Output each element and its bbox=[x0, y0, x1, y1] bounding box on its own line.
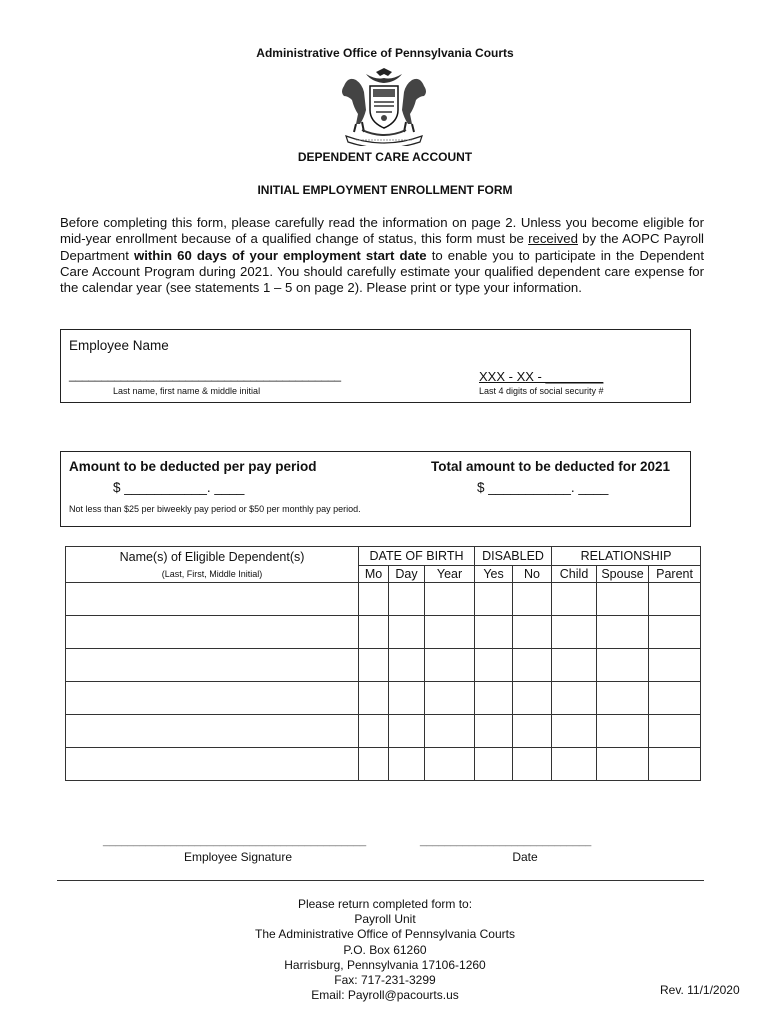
dob-year-cell[interactable] bbox=[425, 748, 475, 781]
dob-year-cell[interactable] bbox=[425, 616, 475, 649]
dob-day-cell[interactable] bbox=[389, 682, 425, 715]
employee-name-label: Employee Name bbox=[69, 338, 169, 353]
disabled-no-cell[interactable] bbox=[513, 682, 552, 715]
child-cell[interactable] bbox=[552, 748, 597, 781]
dob-month-cell[interactable] bbox=[359, 649, 389, 682]
po-box: P.O. Box 61260 bbox=[343, 942, 427, 957]
spouse-cell[interactable] bbox=[597, 616, 649, 649]
dob-month-cell[interactable] bbox=[359, 748, 389, 781]
dependent-name-cell[interactable] bbox=[66, 715, 359, 748]
relationship-spouse-header: Spouse bbox=[597, 566, 649, 583]
child-cell[interactable] bbox=[552, 649, 597, 682]
dob-month-cell[interactable] bbox=[359, 715, 389, 748]
footer-divider bbox=[57, 880, 704, 881]
dob-year-cell[interactable] bbox=[425, 649, 475, 682]
city-state-zip: Harrisburg, Pennsylvania 17106-1260 bbox=[284, 957, 486, 972]
minimum-note: Not less than $25 per biweekly pay period or $50 per monthly pay period. bbox=[69, 504, 361, 514]
dob-day-header: Day bbox=[389, 566, 425, 583]
spouse-cell[interactable] bbox=[597, 649, 649, 682]
org-name: Administrative Office of Pennsylvania Courts bbox=[256, 46, 514, 60]
dependent-row bbox=[66, 616, 701, 649]
parent-cell[interactable] bbox=[649, 649, 701, 682]
dob-day-cell[interactable] bbox=[389, 649, 425, 682]
dob-month-header: Mo bbox=[359, 566, 389, 583]
dependent-name-cell[interactable] bbox=[66, 748, 359, 781]
date-line[interactable]: ____________________________ bbox=[420, 835, 592, 847]
dependent-row bbox=[66, 583, 701, 616]
email-address[interactable]: Email: Payroll@pacourts.us bbox=[311, 988, 459, 1003]
disabled-no-cell[interactable] bbox=[513, 616, 552, 649]
employee-name-box bbox=[60, 329, 691, 403]
parent-cell[interactable] bbox=[649, 583, 701, 616]
dob-year-cell[interactable] bbox=[425, 682, 475, 715]
dependent-row bbox=[66, 748, 701, 781]
disabled-no-cell[interactable] bbox=[513, 649, 552, 682]
disabled-no-header: No bbox=[513, 566, 552, 583]
dependent-row bbox=[66, 715, 701, 748]
disabled-yes-cell[interactable] bbox=[475, 748, 513, 781]
disabled-no-cell[interactable] bbox=[513, 715, 552, 748]
child-cell[interactable] bbox=[552, 682, 597, 715]
parent-cell[interactable] bbox=[649, 616, 701, 649]
dob-header: DATE OF BIRTH bbox=[359, 547, 475, 566]
dob-day-cell[interactable] bbox=[389, 583, 425, 616]
pennsylvania-seal-icon bbox=[326, 66, 442, 146]
deduction-amount-box bbox=[60, 451, 691, 527]
disabled-no-cell[interactable] bbox=[513, 583, 552, 616]
dependent-name-cell[interactable] bbox=[66, 616, 359, 649]
disabled-header: DISABLED bbox=[475, 547, 552, 566]
disabled-yes-header: Yes bbox=[475, 566, 513, 583]
dob-month-cell[interactable] bbox=[359, 616, 389, 649]
office-name: The Administrative Office of Pennsylvania Courts bbox=[255, 927, 515, 942]
per-period-label: Amount to be deducted per pay period bbox=[69, 459, 317, 474]
child-cell[interactable] bbox=[552, 616, 597, 649]
spouse-cell[interactable] bbox=[597, 682, 649, 715]
parent-cell[interactable] bbox=[649, 748, 701, 781]
revision-date: Rev. 11/1/2020 bbox=[660, 983, 740, 997]
dependent-name-cell[interactable] bbox=[66, 682, 359, 715]
employee-name-caption: Last name, first name & middle initial bbox=[113, 386, 261, 396]
disabled-yes-cell[interactable] bbox=[475, 682, 513, 715]
dependent-row bbox=[66, 649, 701, 682]
dob-year-cell[interactable] bbox=[425, 583, 475, 616]
dependent-name-cell[interactable] bbox=[66, 649, 359, 682]
relationship-parent-header: Parent bbox=[649, 566, 701, 583]
form-title: DEPENDENT CARE ACCOUNT bbox=[297, 150, 473, 164]
dependents-table bbox=[65, 546, 701, 781]
per-period-amount-field[interactable]: $ ___________. ____ bbox=[113, 480, 245, 495]
spouse-cell[interactable] bbox=[597, 748, 649, 781]
parent-cell[interactable] bbox=[649, 682, 701, 715]
dob-month-cell[interactable] bbox=[359, 583, 389, 616]
return-instruction: Please return completed form to: bbox=[297, 897, 473, 911]
child-cell[interactable] bbox=[552, 715, 597, 748]
signature-label: Employee Signature bbox=[183, 850, 293, 864]
relationship-child-header: Child bbox=[552, 566, 597, 583]
dependent-name-header: Name(s) of Eligible Dependent(s) (Last, First, Middle Initial) bbox=[66, 547, 359, 583]
ssn-caption: Last 4 digits of social security # bbox=[479, 386, 604, 396]
dob-month-cell[interactable] bbox=[359, 682, 389, 715]
date-label: Date bbox=[512, 850, 538, 864]
dob-day-cell[interactable] bbox=[389, 748, 425, 781]
disabled-yes-cell[interactable] bbox=[475, 616, 513, 649]
disabled-yes-cell[interactable] bbox=[475, 715, 513, 748]
dob-year-cell[interactable] bbox=[425, 715, 475, 748]
employee-name-field[interactable]: __________________________________________ bbox=[69, 368, 341, 382]
fax-number: Fax: 717-231-3299 bbox=[334, 973, 436, 988]
form-subtitle: INITIAL EMPLOYMENT ENROLLMENT FORM bbox=[257, 183, 513, 197]
disabled-yes-cell[interactable] bbox=[475, 649, 513, 682]
disabled-no-cell[interactable] bbox=[513, 748, 552, 781]
parent-cell[interactable] bbox=[649, 715, 701, 748]
total-amount-label: Total amount to be deducted for 2021 bbox=[431, 459, 671, 474]
dependent-row bbox=[66, 682, 701, 715]
ssn-field[interactable]: XXX - XX - ________ bbox=[479, 369, 604, 384]
payroll-unit: Payroll Unit bbox=[354, 912, 416, 927]
child-cell[interactable] bbox=[552, 583, 597, 616]
disabled-yes-cell[interactable] bbox=[475, 583, 513, 616]
intro-paragraph: Before completing this form, please carefully read the information on page 2. Unless you become eligible for mid-year enrollment because of a qualified change of status, this form must be received by the AOPC Payroll Department within 60 days of your employment start date to enable you to participate in the Dependent Care Account Program during 2021. You should carefully estimate your qualified dependent care expense for the calendar year (see statements 1 – 5 on page 2). Please print or type your information. bbox=[60, 215, 704, 296]
spouse-cell[interactable] bbox=[597, 583, 649, 616]
total-amount-field[interactable]: $ ___________. ____ bbox=[477, 480, 609, 495]
return-address bbox=[0, 897, 770, 1003]
dob-year-header: Year bbox=[425, 566, 475, 583]
relationship-header: RELATIONSHIP bbox=[552, 547, 701, 566]
spouse-cell[interactable] bbox=[597, 715, 649, 748]
dob-day-cell[interactable] bbox=[389, 715, 425, 748]
signature-line[interactable]: ___________________________________________ bbox=[103, 835, 367, 847]
dependent-name-cell[interactable] bbox=[66, 583, 359, 616]
dob-day-cell[interactable] bbox=[389, 616, 425, 649]
